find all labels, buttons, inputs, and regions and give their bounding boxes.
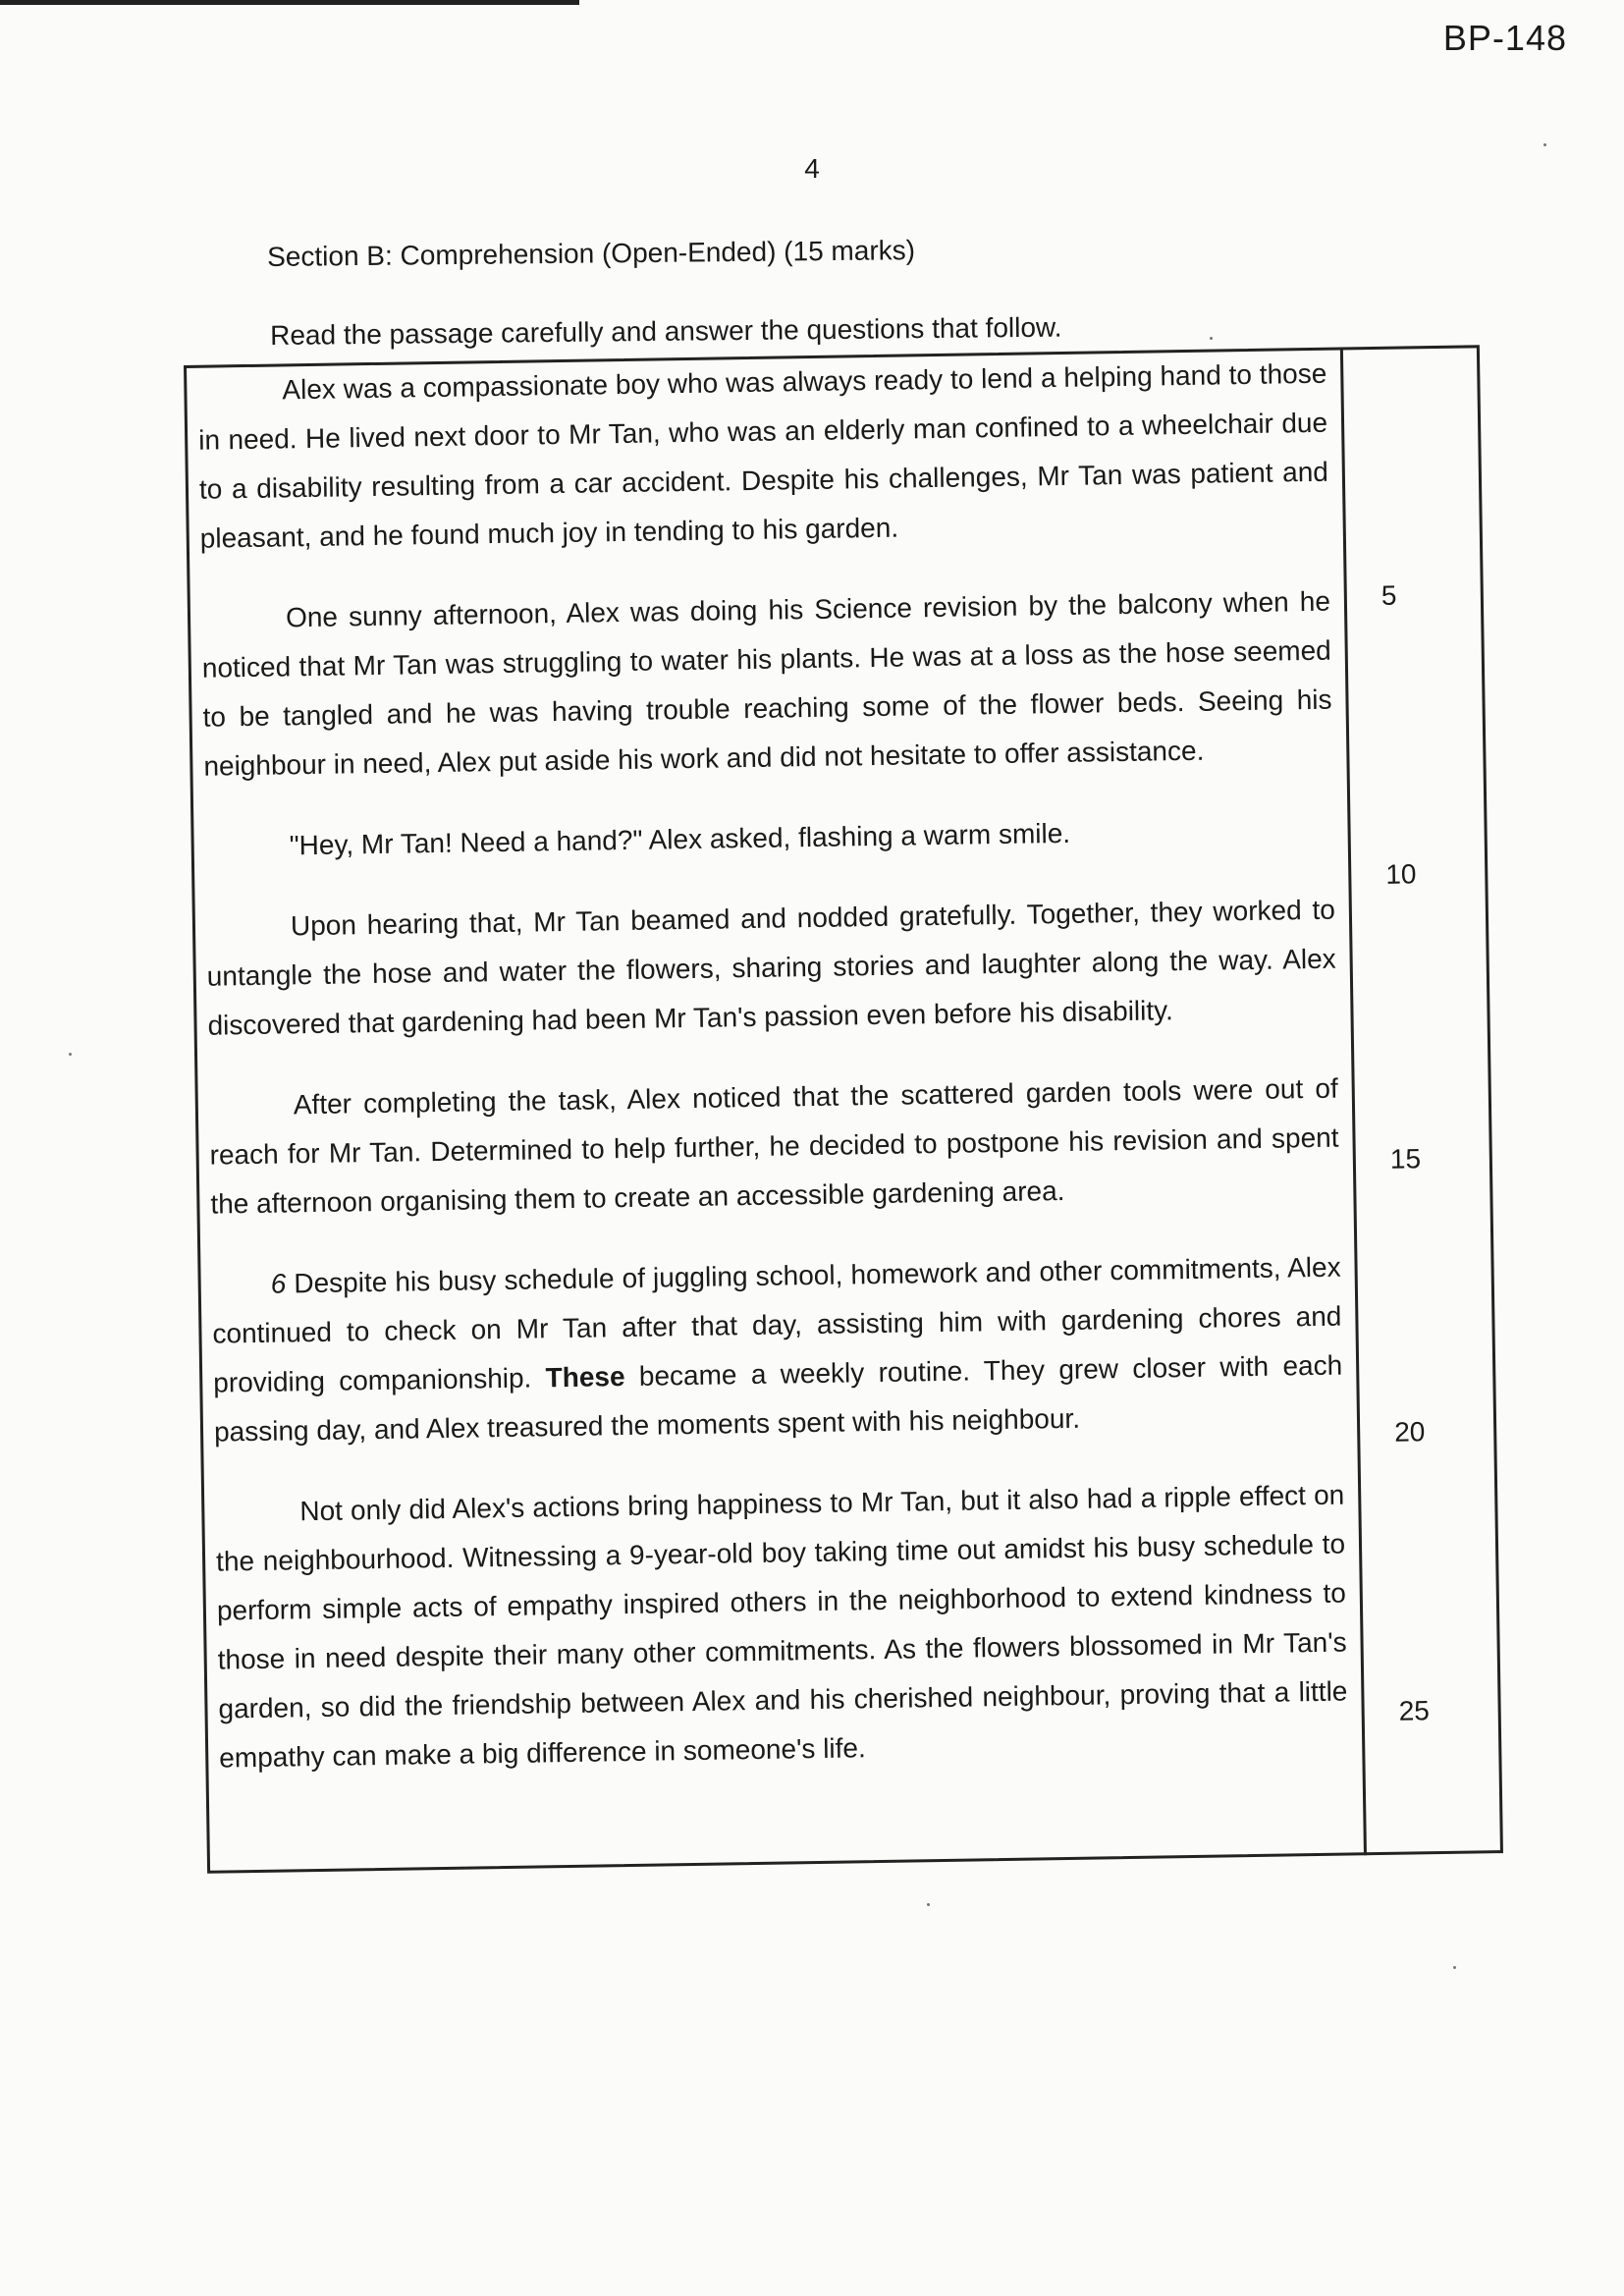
line-number-15: 15 bbox=[1389, 1143, 1422, 1175]
top-edge-rule bbox=[0, 0, 579, 5]
page-code: BP-148 bbox=[1442, 18, 1567, 58]
paragraph-4: Upon hearing that, Mr Tan beamed and nodded gratefully. Together, they worked to untangle the hose and water the flowers, sharing stories and laughter along the way. Alex discovered that gardening had been Mr Tan's passion even before his disability. bbox=[206, 894, 1336, 1041]
paragraph-3: "Hey, Mr Tan! Need a hand?" Alex asked, flashing a warm smile. bbox=[289, 817, 1071, 861]
paragraph-6 bbox=[211, 1243, 1343, 1457]
line-number-25: 25 bbox=[1398, 1695, 1431, 1726]
scan-speck bbox=[1453, 1966, 1456, 1969]
paragraph-6-text-start: Despite his busy schedule of juggling school, homework and other commitments, Alex continued to check on Mr Tan after that day, assisting him with gardening chores and providing companionship. bbox=[212, 1251, 1342, 1398]
paragraph-2: One sunny afternoon, Alex was doing his Science revision by the balcony when he noticed that Mr Tan was struggling to water his plants. He was at a loss as the hose seemed to be tangled and he was having trouble reaching some of the flower beds. Seeing his neighbour in need, Alex put aside his work and did not hesitate to offer assistance. bbox=[201, 585, 1332, 782]
paragraph-1: Alex was a compassionate boy who was always ready to lend a helping hand to those in need. He lived next door to Mr Tan, who was an elderly man confined to a wheelchair due to a disability resulting from a car accident. Despite his challenges, Mr Tan was patient and pleasant, and he found much joy in tending to his garden. bbox=[197, 357, 1329, 554]
passage-container bbox=[184, 345, 1503, 1878]
page-number: 4 bbox=[804, 153, 820, 184]
instruction-text: Read the passage carefully and answer the questions that follow. bbox=[270, 311, 1062, 351]
paragraph-5: After completing the task, Alex noticed that the scattered garden tools were out of reach for Mr Tan. Determined to help further, he decided to postpone his revision and spent the afternoon organising them to create an accessible gardening area. bbox=[209, 1072, 1339, 1220]
paragraph-7: Not only did Alex's actions bring happiness to Mr Tan, but it also had a ripple effect on the neighbourhood. Witnessing a 9-year-old boy taking time out amidst his busy schedule to perform simple acts of empathy inspired others in the neighborhood to extend kindness to those in need despite their many other commitments. As the flowers blossomed in Mr Tan's garden, so did the friendship between Alex and his cherished neighbour, proving that a little empathy can make a big difference in someone's life. bbox=[215, 1479, 1348, 1774]
scan-speck bbox=[1543, 143, 1546, 146]
section-heading: Section B: Comprehension (Open-Ended) (15 marks) bbox=[267, 235, 916, 272]
paragraph-6-text-end: became a weekly routine. They grew closer with each passing day, and Alex treasured the moments spent with his neighbour. bbox=[213, 1349, 1343, 1448]
scan-speck bbox=[927, 1903, 930, 1906]
line-number-20: 20 bbox=[1393, 1416, 1426, 1448]
passage-text bbox=[197, 350, 1349, 1815]
paragraph-6-bold-word: These bbox=[545, 1361, 625, 1394]
scan-speck bbox=[1210, 337, 1213, 340]
handwritten-paragraph-marker: 6 bbox=[270, 1268, 287, 1299]
line-number-5: 5 bbox=[1380, 579, 1397, 611]
line-number-10: 10 bbox=[1385, 858, 1417, 890]
scan-speck bbox=[69, 1053, 72, 1056]
